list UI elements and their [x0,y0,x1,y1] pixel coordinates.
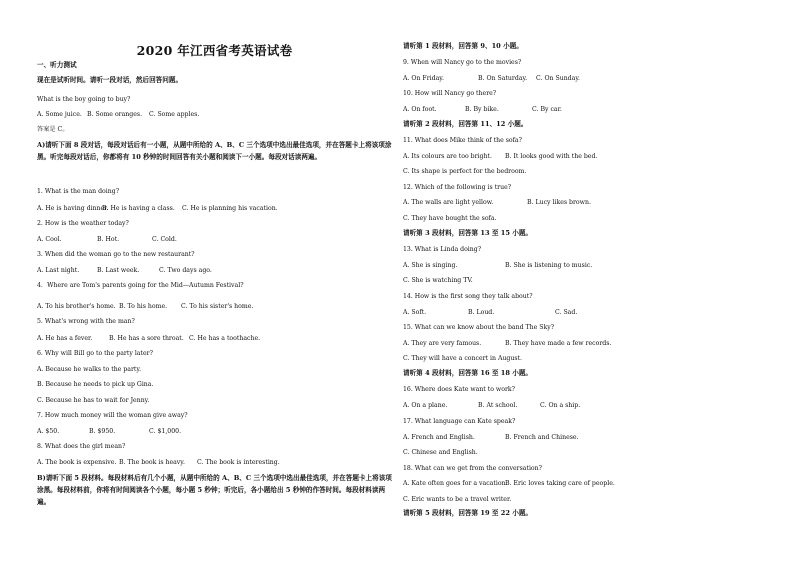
question-text: 18. What can we get from the conversation? [403,465,542,472]
section-heading: 请听第 5 段材料，回答第 19 至 22 小题。 [403,509,533,517]
section-heading: 请听第 4 段材料，回答第 16 至 18 小题。 [403,369,533,377]
answer-option: B. It looks good with the bed. [505,153,598,160]
answer-option: C. He has a toothache. [189,335,261,342]
answer-option: A. Kate often goes for a vacation. [403,480,508,487]
section-heading: 请听第 2 段材料，回答第 11、12 小题。 [403,120,528,128]
answer-option: C. Sad. [555,309,578,316]
answer-options [37,458,280,467]
answer-option: B. The book is heavy. [119,459,185,466]
answer-options [403,401,580,410]
answer-option: A. To his brother's home. [37,303,116,310]
answer-options [37,334,260,343]
answer-options [403,261,592,270]
answer-options [403,152,597,161]
answer-option: A. She is singing. [403,262,458,269]
answer-option: B. French and Chinese. [505,434,579,441]
answer-option: B. Last week. [97,267,140,274]
answer-option: B. They have made a few records. [505,340,612,347]
answer-options [37,427,181,436]
question-text: 16. Where does Kate want to work? [403,386,515,393]
answer-option: A. On Friday. [403,75,444,82]
section-instructions: B)请听下面 5 段材料。每段材料后有几个小题，从题中所给的 A、B、C 三个选项中选出最佳选项，并在答题卡上将该项涂黑。每段材料前，你将有时间阅读各个小题，每小题 5 秒钟；听完后，各小题给出 5 秒钟的作答时间。每段材料读两遍。 [37,474,392,506]
answer-options [37,110,199,119]
answer-option: B. $950. [89,428,116,435]
answer-options [403,479,615,488]
answer-options [37,235,177,244]
question-text: A. Because he walks to the party. [37,366,142,373]
answer-option: C. To his sister's home. [181,303,254,310]
answer-option: C. He is planning his vacation. [182,205,278,212]
answer-option: C. By car. [532,106,562,113]
section-heading: 一、听力测试 [37,61,77,69]
question-text: C. Because he has to wait for Jenny. [37,397,150,404]
answer-option: B. Eric loves taking care of people. [505,480,615,487]
answer-option: B. She is listening to music. [505,262,593,269]
question-text: 1. What is the man doing? [37,188,120,195]
answer-option: B. He is having a class. [102,205,175,212]
answer-option: A. $50. [37,428,60,435]
question-text: C. They will have a concert in August. [403,355,523,362]
answer-option: B. Hot. [97,236,120,243]
answer-option: A. On foot. [403,106,437,113]
answer-options [37,302,253,311]
question-text: 6. Why will Bill go to the party later? [37,350,153,357]
answer-options [403,74,580,83]
question-text: 8. What does the girl mean? [37,443,126,450]
answer-option: A. Last night. [37,267,80,274]
answer-option: C. The book is interesting. [197,459,280,466]
question-text: 2. How is the weather today? [37,220,129,227]
question-text: What is the boy going to buy? [37,96,131,103]
section-heading: 现在是试听时间。请听一段对话，然后回答问题。 [37,76,183,84]
question-text: C. Its shape is perfect for the bedroom. [403,168,527,175]
answer-option: C. Cold. [152,236,177,243]
question-text: 9. When will Nancy go to the movies? [403,59,522,66]
answer-option: A. The book is expensive. [37,459,117,466]
answer-option: B. He has a sore throat. [109,335,184,342]
question-text: 5. What's wrong with the man? [37,318,135,325]
answer-option: A. Its colours are too bright. [403,153,492,160]
question-text: 14. How is the first song they talk about? [403,293,533,300]
section-instructions: A)请听下面 8 段对话，每段对话后有一小题，从题中所给的 A、B、C 三个选项中选出最佳选项，并在答题卡上将该项涂黑。听完每段对话后，你都将有 10 秒钟的时间回答有关小题和阅读下一小题。每段对话读两遍。 [37,141,392,161]
answer-option: B. To his home. [119,303,168,310]
answer-option: B. On Saturday. [478,75,528,82]
answer-option: B. At school. [478,402,518,409]
answer-option: A. They are very famous. [403,340,482,347]
question-text: C. She is watching TV. [403,277,473,284]
question-text: B. Because he needs to pick up Gina. [37,381,154,388]
question-text: 12. Which of the following is true? [403,184,512,191]
question-text: C. Eric wants to be a travel writer. [403,496,512,503]
question-text: C. Chinese and English. [403,449,478,456]
question-text: 13. What is Linda doing? [403,246,482,253]
answer-options [403,308,577,317]
section-heading: 请听第 1 段材料，回答第 9、10 小题。 [403,42,523,50]
question-text: 4．Where are Tom's parents going for the Mid—Autumn Festival? [37,282,244,289]
answer-option: C. On Sunday. [536,75,580,82]
question-text: C. They have bought the sofa. [403,215,497,222]
answer-option: A. Soft. [403,309,427,316]
question-text: 11. What does Mike think of the sofa? [403,137,522,144]
answer-options [403,433,579,442]
answer-option: A. Cool. [37,236,62,243]
question-text: 3. When did the woman go to the new restaurant? [37,251,195,258]
answer-option: B. Some oranges. [87,111,143,118]
question-text: 答案是 C。 [37,126,69,133]
answer-option: A. He is having dinner. [37,205,109,212]
answer-options [403,105,562,114]
question-text: 15. What can we know about the band The Sky? [403,324,555,331]
answer-options [403,198,591,207]
answer-option: B. Loud. [468,309,495,316]
answer-option: A. He has a fever. [37,335,93,342]
answer-option: A. Some juice. [37,111,82,118]
answer-option: A. French and English. [403,434,475,441]
answer-option: B. By bike. [465,106,499,113]
answer-option: A. The walls are light yellow. [403,199,494,206]
answer-option: A. On a plane. [403,402,448,409]
answer-option: C. $1,000. [149,428,182,435]
question-text: 17. What language can Kate speak? [403,418,516,425]
page-title: 2020 年江西省考英语试卷 [136,43,293,58]
answer-options [403,339,611,348]
answer-option: B. Lucy likes brown. [527,199,591,206]
answer-options [37,204,278,213]
answer-options [37,266,212,275]
question-text: 7. How much money will the woman give away? [37,412,188,419]
section-heading: 请听第 3 段材料，回答第 13 至 15 小题。 [403,229,533,237]
answer-option: C. On a ship. [540,402,581,409]
question-text: 10. How will Nancy go there? [403,90,497,97]
answer-option: C. Some apples. [149,111,200,118]
answer-option: C. Two days ago. [159,267,212,274]
